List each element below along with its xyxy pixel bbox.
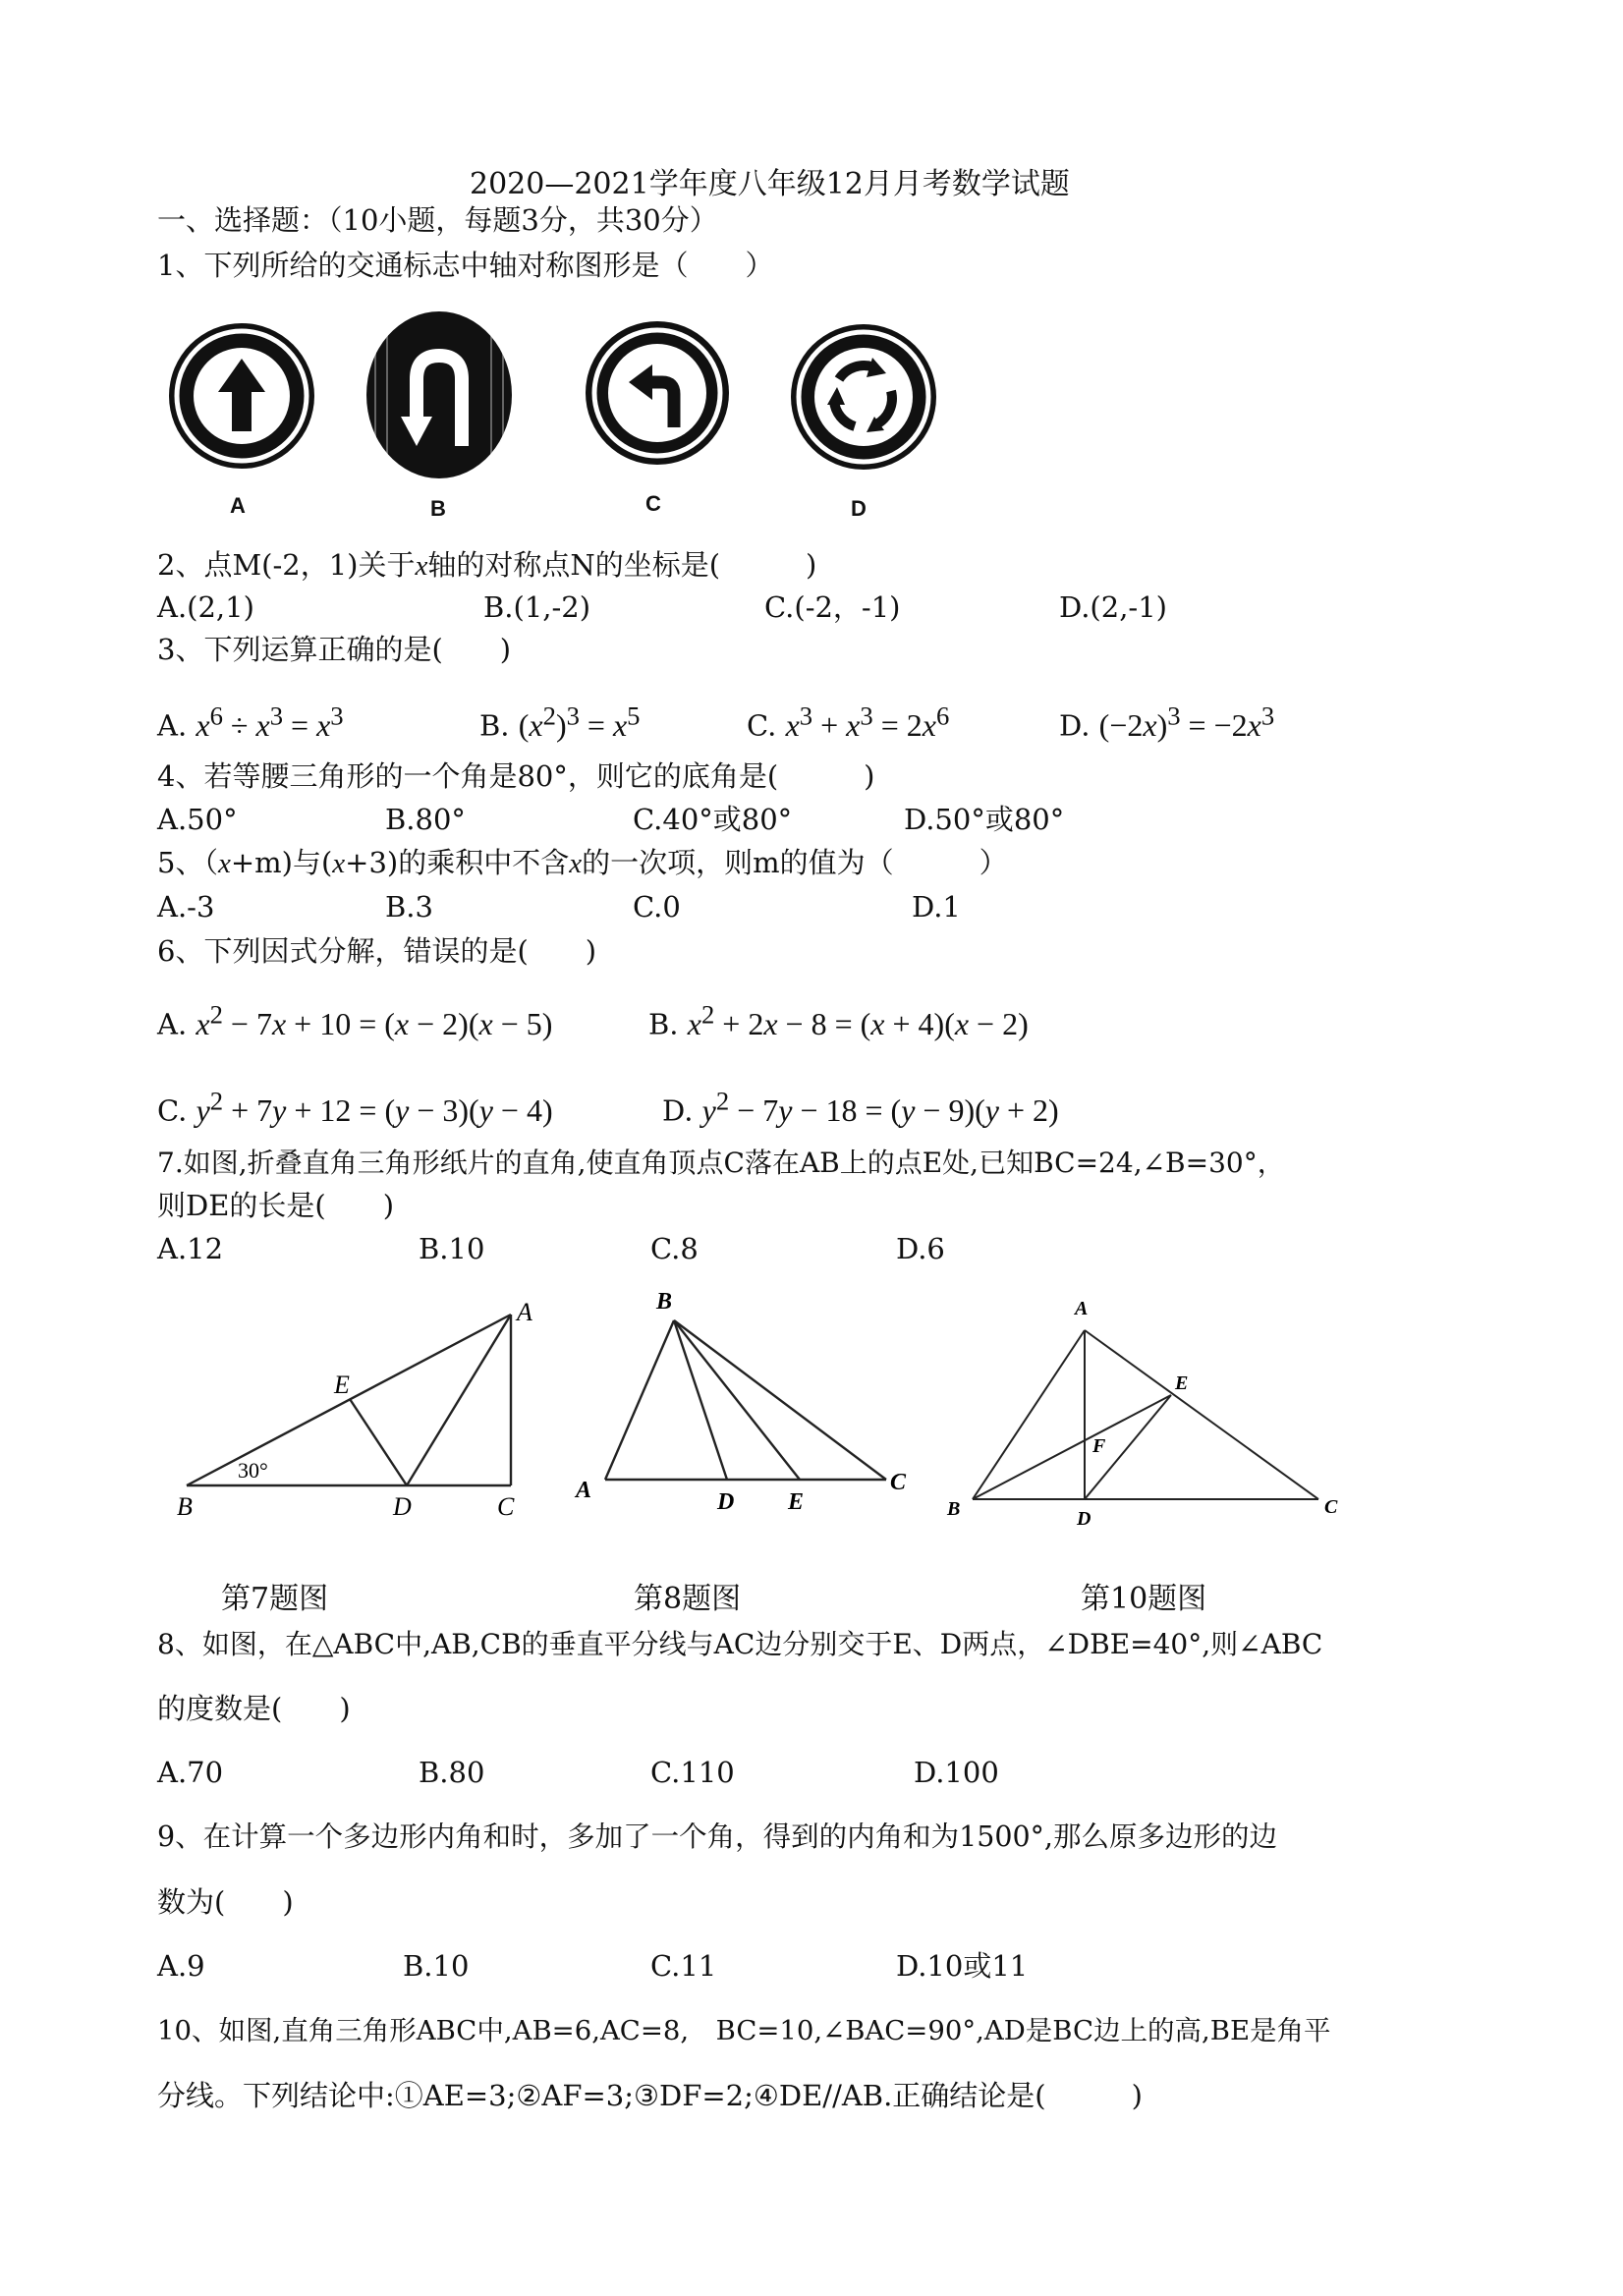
q6-option-a[interactable]: A. $x^2 - 7x + 10 = (x - 2)(x - 5)$ <box>157 999 553 1041</box>
q8-option-a[interactable]: A.70 <box>157 1756 224 1789</box>
q7-option-a[interactable]: A.12 <box>157 1232 224 1265</box>
figure-8 <box>566 1279 920 1515</box>
q10-stem-line2: 分线。下列结论中:①AE=3;②AF=3;③DF=2;④DE//AB.正确结论是( ) <box>157 2079 1143 2112</box>
q8-stem-line1: 8、如图，在△ABC中,AB,CB的垂直平分线与AC边分别交于E、D两点，∠DBE=40°,则∠ABC <box>157 1628 1323 1660</box>
fig8-caption: 第8题图 <box>634 1582 742 1616</box>
figure-7 <box>167 1295 540 1521</box>
q2-option-d[interactable]: D.(2,-1) <box>1059 590 1167 624</box>
q9-option-b[interactable]: B.10 <box>403 1949 470 1983</box>
fig10-point-d: D <box>1077 1508 1091 1529</box>
q8-option-d[interactable]: D.100 <box>914 1756 999 1789</box>
q3-option-a[interactable]: A. $x^6 \div x^3 = x^3$ <box>157 700 344 743</box>
section-heading: 一、选择题：（10小题，每题3分，共30分） <box>157 203 718 237</box>
fig7-point-a: A <box>517 1298 532 1326</box>
sign-label-d: D <box>851 496 867 521</box>
figure-10 <box>935 1293 1348 1529</box>
q5-option-c[interactable]: C.0 <box>633 890 681 924</box>
fig8-point-a: A <box>576 1478 592 1503</box>
fig8-point-e: E <box>788 1489 805 1515</box>
fig8-point-c: C <box>890 1470 907 1495</box>
fig10-point-c: C <box>1324 1496 1338 1518</box>
q3-option-d[interactable]: D. $(-2x)^3 = -2x^3$ <box>1059 700 1275 743</box>
fig7-point-e: E <box>334 1371 350 1399</box>
q6-option-b[interactable]: B. $x^2 + 2x - 8 = (x + 4)(x - 2)$ <box>648 999 1029 1041</box>
q9-stem-line2: 数为( ) <box>157 1885 294 1919</box>
page-title: 2020—2021学年度八年级12月月考数学试题 <box>470 167 1070 201</box>
q8-stem-line2: 的度数是( ) <box>157 1692 351 1725</box>
q4-stem: 4、若等腰三角形的一个角是80°，则它的底角是( ) <box>157 759 875 793</box>
u-turn-sign-icon <box>365 310 513 479</box>
q6-option-c[interactable]: C. $y^2 + 7y + 12 = (y - 3)(y - 4)$ <box>157 1086 553 1128</box>
fig10-point-f: F <box>1092 1435 1106 1457</box>
q1-stem: 1、下列所给的交通标志中轴对称图形是（ ） <box>157 249 774 282</box>
sign-label-b: B <box>430 496 446 521</box>
turn-left-sign-icon <box>584 319 731 467</box>
fig7-caption: 第7题图 <box>221 1582 329 1616</box>
q5-stem: 5、（x+m)与(x+3)的乘积中不含x的一次项，则m的值为（ ） <box>157 846 1008 879</box>
fig8-point-b: B <box>656 1289 673 1315</box>
arrow-up-sign-icon <box>167 321 316 471</box>
q5-option-d[interactable]: D.1 <box>912 890 961 924</box>
fig7-angle-label: 30° <box>238 1458 268 1483</box>
q2-option-c[interactable]: C.(-2，-1) <box>764 590 901 624</box>
q4-option-c[interactable]: C.40°或80° <box>633 803 793 836</box>
q9-stem-line1: 9、在计算一个多边形内角和时，多加了一个角，得到的内角和为1500°,那么原多边形的边 <box>157 1820 1277 1853</box>
q7-stem-line2: 则DE的长是( ) <box>157 1189 395 1222</box>
sign-label-c: C <box>645 491 661 516</box>
q8-option-b[interactable]: B.80 <box>419 1756 485 1789</box>
fig7-point-c: C <box>497 1492 515 1521</box>
q5-option-b[interactable]: B.3 <box>385 890 433 924</box>
fig10-caption: 第10题图 <box>1081 1582 1207 1616</box>
fig7-point-b: B <box>177 1492 193 1521</box>
q5-option-a[interactable]: A.-3 <box>157 890 215 924</box>
q7-option-d[interactable]: D.6 <box>896 1232 945 1265</box>
fig7-point-d: D <box>393 1492 412 1521</box>
fig8-point-d: D <box>717 1489 735 1515</box>
q3-option-b[interactable]: B. $(x^2)^3 = x^5$ <box>479 700 641 743</box>
q7-stem-line1: 7.如图,折叠直角三角形纸片的直角,使直角顶点C落在AB上的点E处,已知BC=24,∠B=30°， <box>157 1147 1285 1179</box>
q4-option-d[interactable]: D.50°或80° <box>904 803 1065 836</box>
fig10-point-b: B <box>947 1498 961 1520</box>
q6-stem: 6、下列因式分解，错误的是( ) <box>157 934 597 968</box>
q9-option-d[interactable]: D.10或11 <box>896 1949 1029 1983</box>
q3-stem: 3、下列运算正确的是( ) <box>157 633 512 666</box>
q4-option-a[interactable]: A.50° <box>157 803 238 836</box>
q7-option-c[interactable]: C.8 <box>650 1232 699 1265</box>
q7-option-b[interactable]: B.10 <box>419 1232 485 1265</box>
q4-option-b[interactable]: B.80° <box>385 803 466 836</box>
q8-option-c[interactable]: C.110 <box>650 1756 735 1789</box>
q6-option-d[interactable]: D. $y^2 - 7y - 18 = (y - 9)(y + 2)$ <box>662 1086 1059 1128</box>
q2-stem: 2、点M(-2，1)关于x轴的对称点N的坐标是( ) <box>157 548 817 582</box>
fig10-point-e: E <box>1175 1372 1189 1394</box>
fig10-point-a: A <box>1075 1298 1089 1319</box>
roundabout-sign-icon <box>788 322 939 472</box>
q9-option-c[interactable]: C.11 <box>650 1949 717 1983</box>
sign-label-a: A <box>230 493 246 518</box>
q9-option-a[interactable]: A.9 <box>157 1949 205 1983</box>
q3-option-c[interactable]: C. $x^3 + x^3 = 2x^6$ <box>747 700 950 743</box>
q10-stem-line1: 10、如图,直角三角形ABC中,AB=6,AC=8, BC=10,∠BAC=90°,AD是BC边上的高,BE是角平 <box>157 2015 1331 2046</box>
q2-option-b[interactable]: B.(1,-2) <box>483 590 591 624</box>
q2-option-a[interactable]: A.(2,1) <box>157 590 254 624</box>
